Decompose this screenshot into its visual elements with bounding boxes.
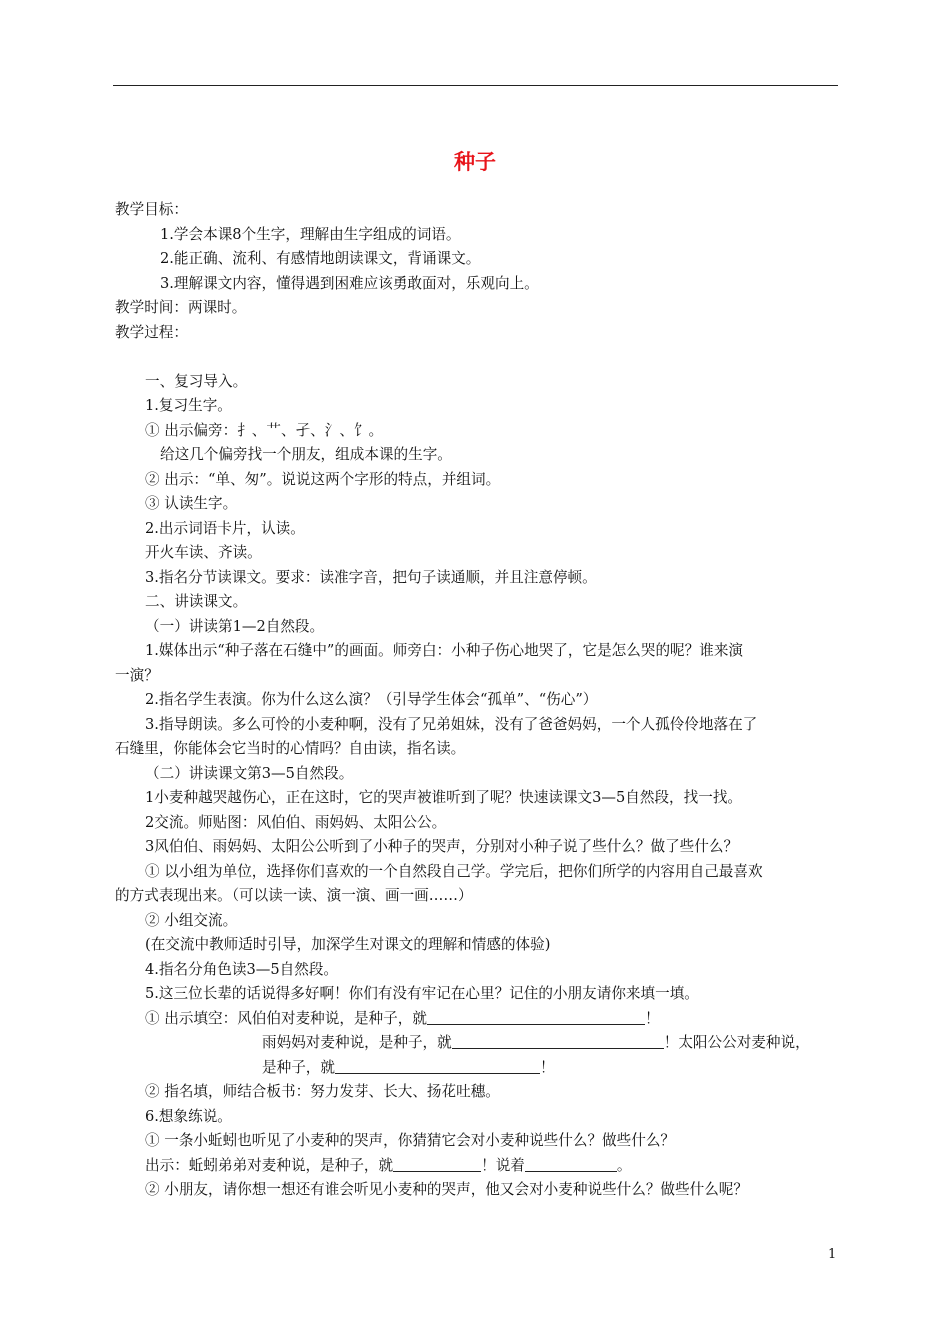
paragraph: 4.指名分角色读3—5自然段。 — [145, 960, 339, 978]
paragraph: ③ 认读生字。 — [145, 495, 238, 512]
goal-item: 3.理解课文内容，懂得遇到困难应该勇敢面对，乐观向上。 — [160, 274, 539, 292]
fill-in-text: 出示：蚯蚓弟弟对麦种说，是种子，就 — [145, 1156, 394, 1174]
subsection-heading: （二）讲读课文第3—5自然段。 — [145, 764, 354, 782]
fill-in-line — [115, 1007, 837, 1032]
paragraph: 2.指名学生表演。你为什么这么演？（引导学生体会“孤单”、“伤心”） — [145, 691, 598, 708]
paragraph: 开火车读、齐读。 — [145, 544, 262, 561]
paragraph: 1小麦种越哭越伤心，正在这时，它的哭声被谁听到了呢？快速读课文3—5自然段，找一找。 — [145, 789, 743, 806]
paragraph: ② 小朋友，请你想一想还有谁会听见小麦种的哭声，他又会对小麦种说些什么？做些什么呢？ — [145, 1181, 748, 1198]
page-title: 种子 — [454, 150, 496, 174]
paragraph: ① 以小组为单位，选择你们喜欢的一个自然段自己学。学完后，把你们所学的内容用自己最喜欢 — [145, 862, 763, 880]
fill-in-blank[interactable] — [525, 1157, 617, 1172]
paragraph: 的方式表现出来。（可以读一读、演一演、画一画……） — [115, 887, 473, 904]
paragraph: 2.出示词语卡片，认读。 — [145, 519, 305, 537]
paragraph: 6.想象练说。 — [145, 1107, 232, 1125]
paragraph: ② 出示：“单、匆”。说说这两个字形的特点，并组词。 — [145, 470, 501, 488]
paragraph: 给这几个偏旁找一个朋友，组成本课的生字。 — [160, 446, 452, 463]
process-heading: 教学过程： — [115, 323, 188, 341]
subsection-heading: （一）讲读第1—2自然段。 — [145, 617, 325, 635]
fill-in-line — [115, 1154, 837, 1179]
section-heading: 二、讲读课文。 — [145, 593, 248, 610]
fill-in-text: ！ — [644, 1009, 660, 1027]
fill-in-line — [115, 1031, 837, 1056]
paragraph: ① 出示偏旁：扌、艹、孑、氵、饣。 — [145, 421, 384, 439]
fill-in-line — [115, 1056, 837, 1081]
goal-item: 1.学会本课8个生字，理解由生字组成的词语。 — [160, 225, 461, 243]
section-heading: 一、复习导入。 — [145, 372, 248, 390]
fill-in-text: ！说着 — [481, 1156, 525, 1174]
paragraph: 1.媒体出示“种子落在石缝中”的画面。师旁白：小种子伤心地哭了，它是怎么哭的呢？谁来演 — [145, 642, 744, 659]
paragraph: ② 小组交流。 — [145, 911, 238, 929]
paragraph: 石缝里，你能体会它当时的心情吗？自由读，指名读。 — [115, 740, 466, 757]
paragraph: 3.指名分节读课文。要求：读准字音，把句子读通顺，并且注意停顿。 — [145, 568, 597, 586]
paragraph: 一演？ — [115, 666, 159, 684]
goal-item: 2.能正确、流利、有感情地朗读课文，背诵课文。 — [160, 250, 481, 267]
fill-in-blank[interactable] — [452, 1034, 664, 1049]
fill-in-text: 是种子，就 — [262, 1058, 335, 1076]
fill-in-text: 。 — [616, 1156, 632, 1174]
paragraph: 3风伯伯、雨妈妈、太阳公公听到了小种子的哭声，分别对小种子说了些什么？做了些什么？ — [145, 838, 739, 855]
paragraph: ① 一条小蚯蚓也听见了小麦种的哭声，你猜猜它会对小麦种说些什么？做些什么？ — [145, 1132, 676, 1149]
fill-in-blank[interactable] — [427, 1010, 645, 1025]
goals-heading: 教学目标： — [115, 201, 188, 218]
fill-in-text: ！太阳公公对麦种说， — [663, 1034, 810, 1051]
page-number: 1 — [828, 1247, 837, 1262]
header-rule — [113, 85, 838, 86]
fill-in-blank[interactable] — [393, 1157, 481, 1172]
paragraph: ② 指名填，师结合板书：努力发芽、长大、扬花吐穗。 — [145, 1083, 500, 1100]
teaching-time: 教学时间：两课时。 — [115, 299, 247, 316]
paragraph: 3.指导朗读。多么可怜的小麦种啊，没有了兄弟姐妹，没有了爸爸妈妈，一个人孤伶伶地落在了 — [145, 715, 758, 733]
fill-in-blank[interactable] — [335, 1059, 540, 1074]
paragraph: (在交流中教师适时引导，加深学生对课文的理解和情感的体验) — [145, 936, 551, 953]
document-body — [115, 198, 837, 1203]
fill-in-text: ！ — [539, 1058, 555, 1076]
fill-in-text: ① 出示填空：风伯伯对麦种说，是种子，就 — [145, 1009, 427, 1027]
paragraph: 5.这三位长辈的话说得多好啊！你们有没有牢记在心里？记住的小朋友请你来填一填。 — [145, 985, 699, 1002]
paragraph: 1.复习生字。 — [145, 397, 232, 414]
paragraph: 2交流。师贴图：风伯伯、雨妈妈、太阳公公。 — [145, 813, 447, 831]
fill-in-text: 雨妈妈对麦种说，是种子，就 — [262, 1034, 452, 1051]
